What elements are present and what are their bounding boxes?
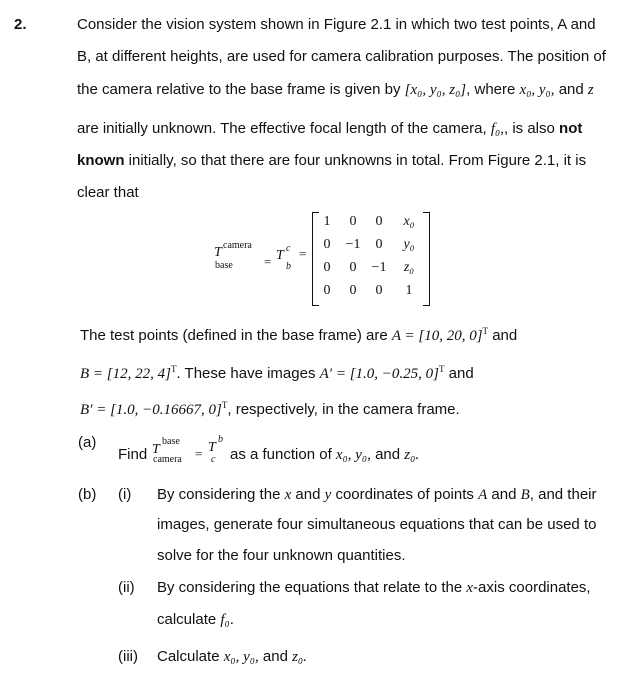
pbi-a: By considering the [157,486,281,503]
matrix-cell: 0 [349,214,357,229]
position-vector: [x₀, y₀, z₀] [404,82,467,98]
pa-last: z₀. [404,447,420,463]
part-b-i-label: (i) [118,486,132,503]
pa-text: as a function of [230,446,332,463]
line5-bold: known [77,152,125,169]
question-number: 2. [14,16,27,33]
pa-and: and [375,446,401,463]
question-line-4 [77,120,582,138]
eq-Tc: T [276,248,284,263]
transpose-mark: T [170,364,177,374]
part-a-expression [152,434,232,468]
pa-sub-camera: camera [153,454,182,465]
line5-text: initially, so that there are four unknowns in total. From Figure 2.1, it is [128,152,587,169]
point-A: A = [10, 20, 0] [391,328,483,344]
matrix-cell: 0 [375,237,383,252]
part-b-i-line-1 [157,486,597,504]
transpose-mark: T [439,364,445,374]
image-B: B′ = [1.0, −0.16667, 0] [80,402,222,418]
tp-text-1: The test points (defined in the base frame) are [80,327,388,344]
pa-eq: = [195,446,203,461]
part-b-i-line-3: solve for the four unknown quantities. [157,547,406,564]
var-z: z [587,82,594,98]
pbi-b: and [295,486,321,503]
eq-equals-2: = [299,246,307,261]
line4-tail: , is also [504,120,555,137]
matrix-cell: y₀ [403,237,415,252]
tp-and-1: and [492,327,518,344]
matrix-cell: 0 [349,283,357,298]
matrix-cell: x₀ [403,214,415,229]
test-points-line-3 [80,400,460,419]
pa-sup-base: base [162,436,180,447]
part-a-text [230,446,419,464]
transform-matrix [312,212,430,306]
part-b-label: (b) [78,486,97,503]
pbiii-vars: x₀, y₀, [223,649,259,665]
point-B: B = [12, 22, 4] [80,366,171,382]
part-b-ii-line-2 [157,611,234,629]
matrix-cell: 0 [375,283,383,298]
matrix-cell: −1 [345,237,361,252]
tp-and-2: and [448,365,474,382]
pbii-a: By considering the equations that relate to the [157,579,463,596]
eq-sup-c: c [286,243,291,254]
eq-equals-1: = [264,254,272,269]
tp-text-2: . These have images [176,365,316,382]
test-points-line-1 [80,326,517,345]
pbii-dot: . [229,611,234,628]
question-line-6: clear that [77,184,139,201]
test-points-line-2 [80,364,474,383]
pbiii-text: Calculate [157,648,220,665]
part-b-iii-line [157,648,307,666]
eq-sub-base: base [215,260,233,271]
matrix-cell: 0 [349,260,357,275]
line4-bold: not [559,120,583,137]
image-A: A′ = [1.0, −0.25, 0] [319,366,439,382]
pbii-x: x [466,580,474,596]
pa-Tb: T [208,440,216,455]
pbi-x: x [284,487,292,503]
pbi-B: B [520,487,530,503]
eq-sup-camera: camera [223,240,252,251]
pa-T: T [152,442,160,457]
line3-and: and [558,81,584,98]
pbi-e: , and their [529,486,597,503]
matrix-cell: 0 [375,214,383,229]
part-b-iii-label: (iii) [118,648,138,665]
part-b-ii-label: (ii) [118,579,135,596]
pbi-c: coordinates of points [335,486,474,503]
matrix-cell: 1 [323,214,331,229]
pbi-A: A [478,487,488,503]
part-a-label: (a) [78,434,97,451]
pbiii-last: z₀. [292,649,307,665]
pbii-f: f₀ [220,612,230,628]
matrix-cell: 0 [323,237,331,252]
pbi-d: and [491,486,517,503]
vars-xyz: x₀, y₀, [519,82,555,98]
line3-text: the camera relative to the base frame is given by [77,81,401,98]
focal-length: f₀, [490,121,504,137]
pbii-b: -axis coordinates, [473,579,591,596]
pbiii-and: and [262,648,288,665]
eq-T: T [214,245,222,260]
eq-sub-b: b [286,261,291,272]
question-line-1: Consider the vision system shown in Figure 2.1 in which two test points, A and [77,16,596,33]
matrix-right-bracket [423,212,430,306]
pa-sub-c: c [211,454,216,465]
question-line-3 [77,81,594,99]
part-b-i-line-2: images, generate four simultaneous equations that can be used to [157,516,597,533]
part-b-ii-line-1 [157,579,591,597]
matrix-cell: 0 [323,260,331,275]
line4-text: are initially unknown. The effective focal length of the camera, [77,120,487,137]
question-line-2: B, at different heights, are used for camera calibration purposes. The position of [77,48,606,65]
transpose-mark: T [221,400,228,410]
pa-sup-b: b [218,434,223,445]
pa-vars: x₀, y₀, [335,447,371,463]
matrix-cell: z₀ [403,260,415,275]
matrix-cell: −1 [371,260,387,275]
line3-after: , where [466,81,516,98]
part-a-find: Find [118,446,148,463]
tp-text-3: , respectively, in the camera frame. [227,401,460,418]
matrix-cell: 1 [405,283,413,298]
pbii-calc: calculate [157,611,217,628]
question-line-5 [77,152,586,169]
transpose-mark: T [482,326,489,336]
matrix-cell: 0 [323,283,331,298]
pbi-y: y [324,487,332,503]
